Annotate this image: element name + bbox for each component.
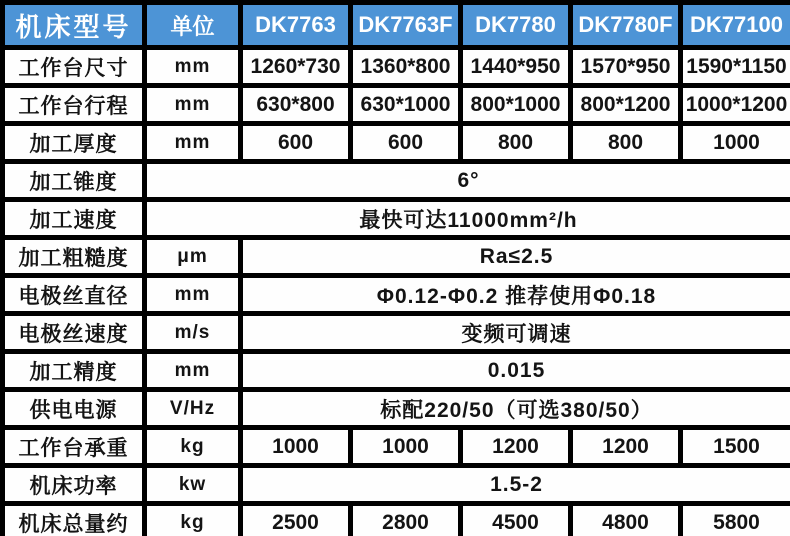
merged-value-cell: 标配220/50（可选380/50） <box>241 390 790 428</box>
header-row <box>3 3 790 48</box>
unit-cell: kg <box>145 428 241 466</box>
header-cell-dk7763: DK7763 <box>241 3 351 48</box>
value-cell: 600 <box>241 124 351 162</box>
merged-value-cell: Ra≤2.5 <box>241 238 790 276</box>
table-row <box>3 504 790 536</box>
value-cell: 1200 <box>461 428 571 466</box>
value-cell: 800*1200 <box>571 86 681 124</box>
merged-value-cell: Φ0.12-Φ0.2 推荐使用Φ0.18 <box>241 276 790 314</box>
value-cell: 800 <box>461 124 571 162</box>
value-cell: 1000 <box>351 428 461 466</box>
value-cell: 1000*1200 <box>681 86 790 124</box>
table-row <box>3 314 790 352</box>
header-cell-dk77100: DK77100 <box>681 3 790 48</box>
table-row <box>3 86 790 124</box>
value-cell: 5800 <box>681 504 790 536</box>
row-label: 工作台行程 <box>3 86 145 124</box>
unit-cell: m/s <box>145 314 241 352</box>
row-label: 加工厚度 <box>3 124 145 162</box>
unit-cell: kw <box>145 466 241 504</box>
value-cell: 1570*950 <box>571 48 681 86</box>
merged-value-cell: 6° <box>145 162 790 200</box>
table-row <box>3 276 790 314</box>
value-cell: 1200 <box>571 428 681 466</box>
merged-value-cell: 变频可调速 <box>241 314 790 352</box>
unit-cell: mm <box>145 124 241 162</box>
header-cell-dk7780: DK7780 <box>461 3 571 48</box>
value-cell: 1500 <box>681 428 790 466</box>
unit-cell: mm <box>145 86 241 124</box>
unit-cell: μm <box>145 238 241 276</box>
value-cell: 800*1000 <box>461 86 571 124</box>
table-row <box>3 124 790 162</box>
table-row <box>3 162 790 200</box>
header-cell-dk7763f: DK7763F <box>351 3 461 48</box>
header-cell-dk7780f: DK7780F <box>571 3 681 48</box>
row-label: 机床总量约 <box>3 504 145 536</box>
value-cell: 630*800 <box>241 86 351 124</box>
value-cell: 2800 <box>351 504 461 536</box>
row-label: 加工速度 <box>3 200 145 238</box>
row-label: 加工精度 <box>3 352 145 390</box>
header-cell-model-label: 机床型号 <box>3 3 145 48</box>
table-row <box>3 466 790 504</box>
merged-value-cell: 0.015 <box>241 352 790 390</box>
value-cell: 4800 <box>571 504 681 536</box>
row-label: 机床功率 <box>3 466 145 504</box>
header-cell-unit: 单位 <box>145 3 241 48</box>
unit-cell: mm <box>145 276 241 314</box>
merged-value-cell: 最快可达11000mm²/h <box>145 200 790 238</box>
row-label: 供电电源 <box>3 390 145 428</box>
value-cell: 600 <box>351 124 461 162</box>
table-row <box>3 390 790 428</box>
row-label: 工作台承重 <box>3 428 145 466</box>
row-label: 加工锥度 <box>3 162 145 200</box>
unit-cell: mm <box>145 352 241 390</box>
row-label: 加工粗糙度 <box>3 238 145 276</box>
unit-cell: kg <box>145 504 241 536</box>
row-label: 电极丝速度 <box>3 314 145 352</box>
table-row <box>3 428 790 466</box>
value-cell: 630*1000 <box>351 86 461 124</box>
row-label: 电极丝直径 <box>3 276 145 314</box>
table-row <box>3 48 790 86</box>
unit-cell: mm <box>145 48 241 86</box>
value-cell: 1440*950 <box>461 48 571 86</box>
table-row <box>3 352 790 390</box>
value-cell: 1590*1150 <box>681 48 790 86</box>
table-row <box>3 200 790 238</box>
value-cell: 2500 <box>241 504 351 536</box>
value-cell: 1000 <box>241 428 351 466</box>
value-cell: 1260*730 <box>241 48 351 86</box>
row-label: 工作台尺寸 <box>3 48 145 86</box>
table-row <box>3 238 790 276</box>
value-cell: 1360*800 <box>351 48 461 86</box>
value-cell: 4500 <box>461 504 571 536</box>
spec-rows <box>3 48 790 536</box>
value-cell: 1000 <box>681 124 790 162</box>
unit-cell: V/Hz <box>145 390 241 428</box>
merged-value-cell: 1.5-2 <box>241 466 790 504</box>
value-cell: 800 <box>571 124 681 162</box>
